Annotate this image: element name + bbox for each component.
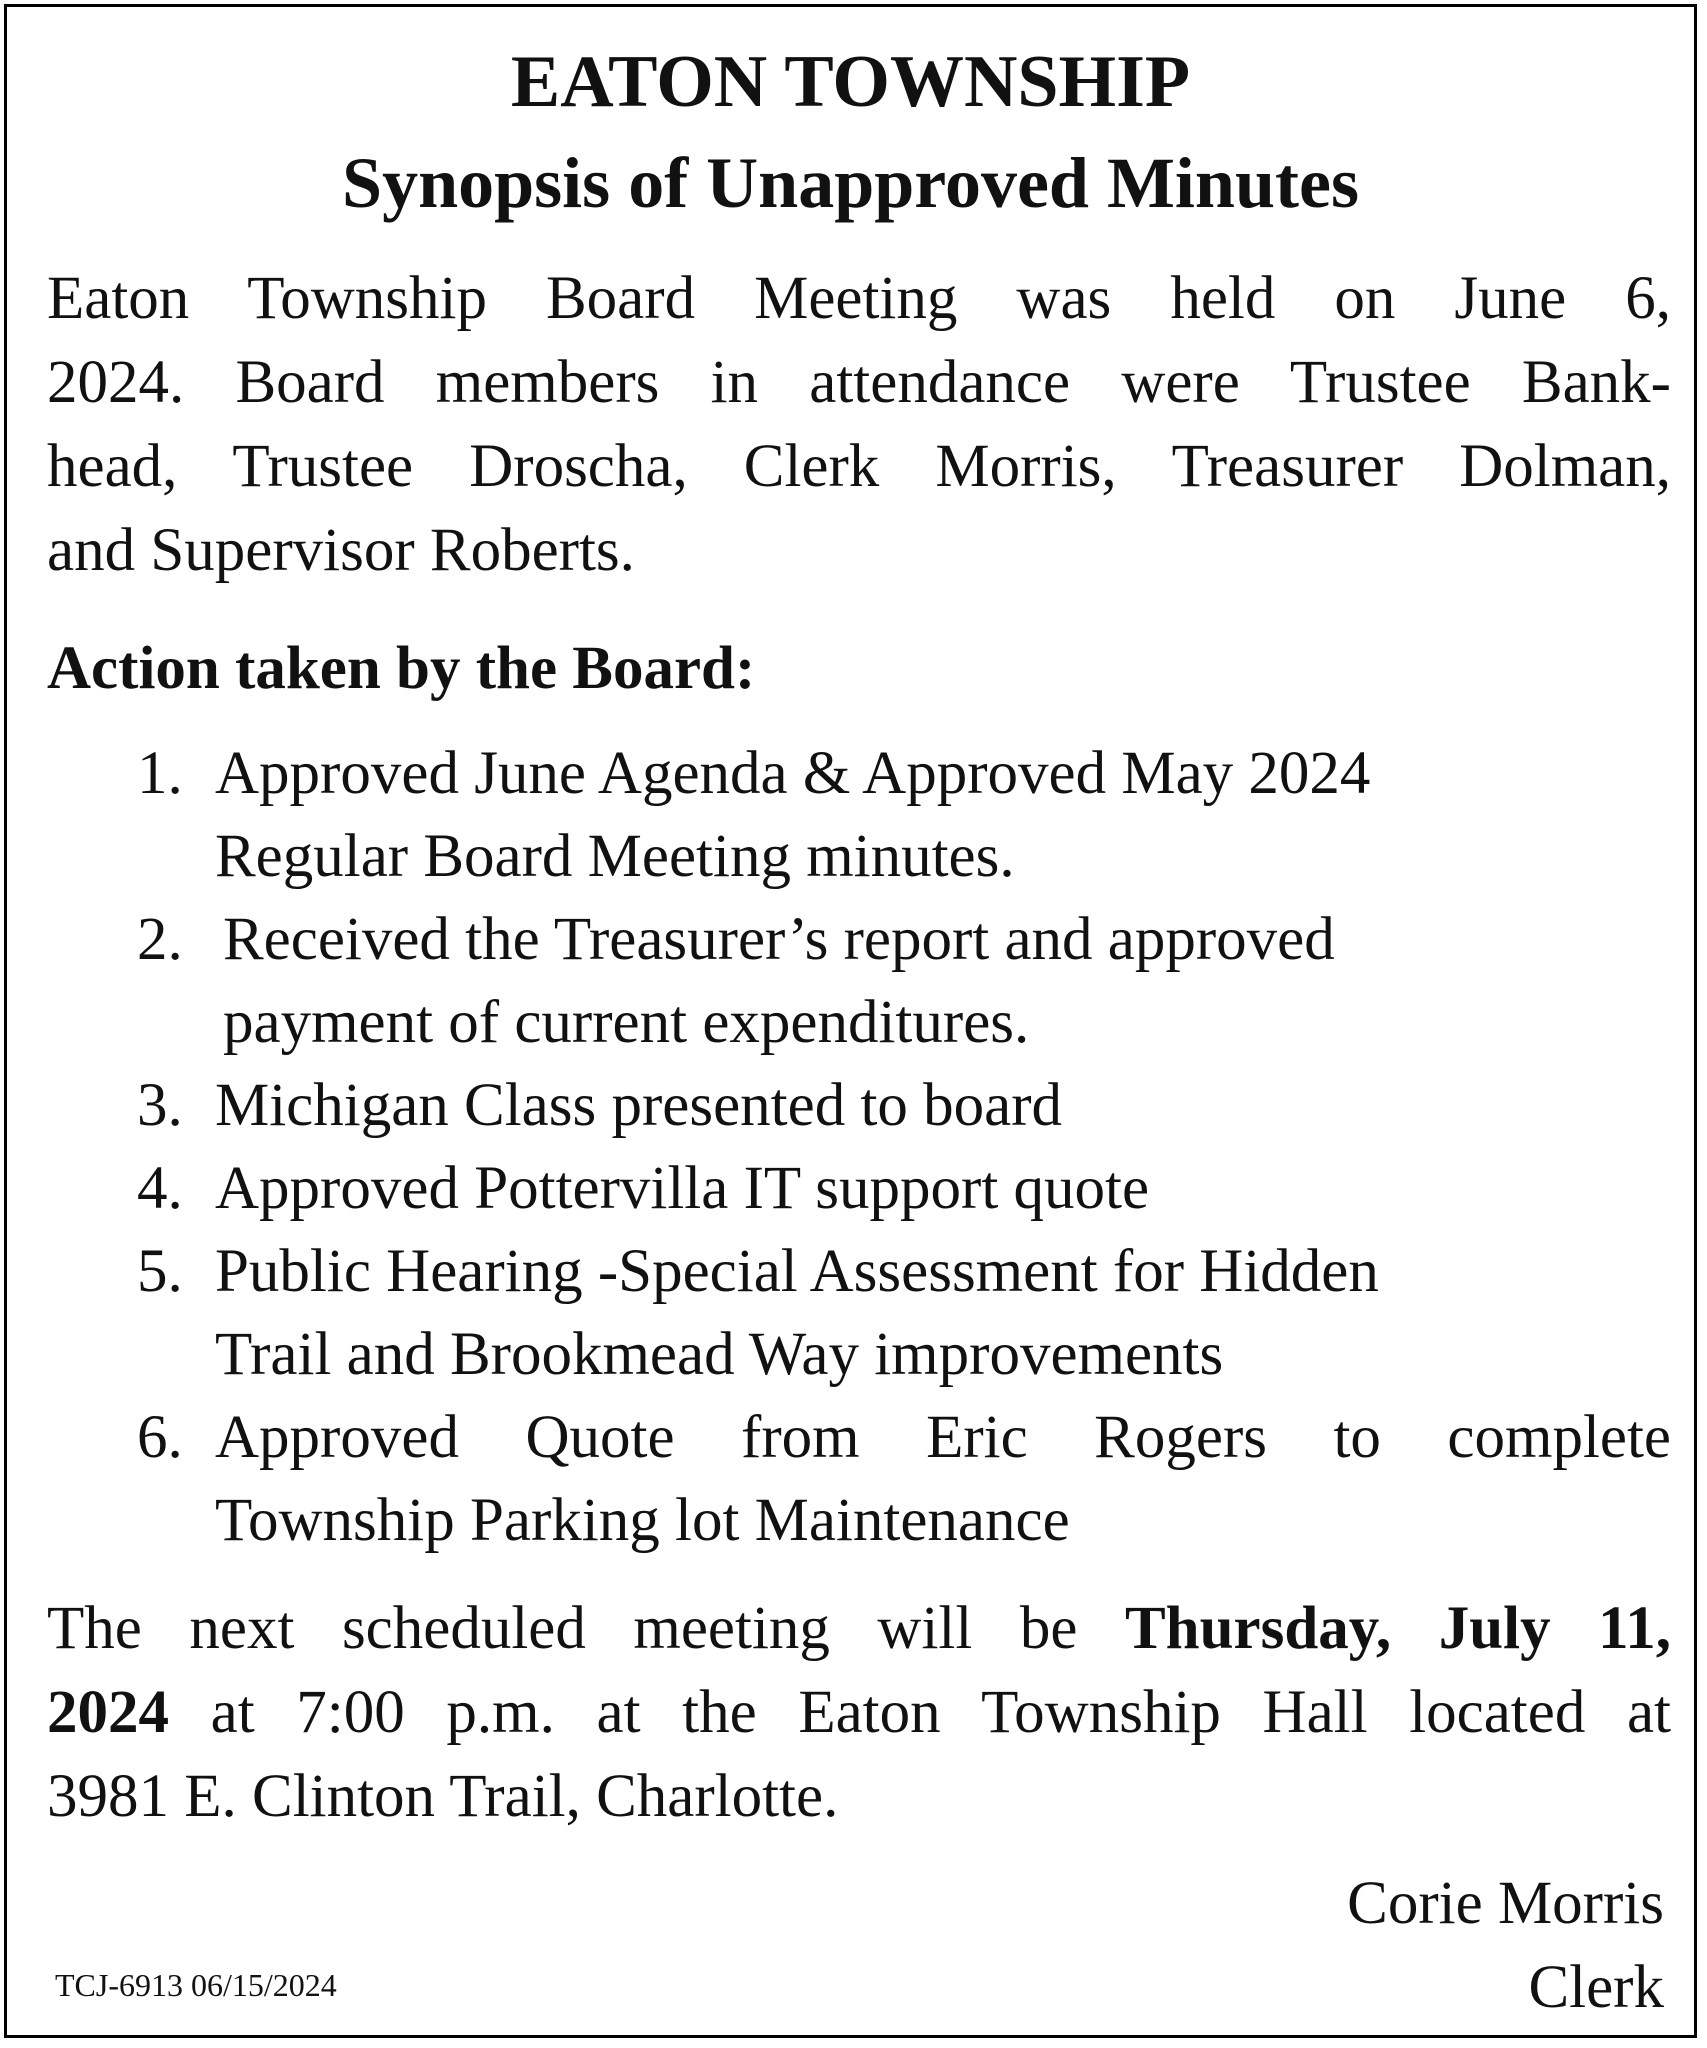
next-meeting-prefix: The next scheduled meeting will be [47,1595,1125,1662]
intro-paragraph [47,257,1671,593]
item-number: 5. [137,1238,183,1305]
notice-subtitle: Synopsis of Unapproved Minutes [342,143,1359,223]
next-meeting-line [47,1671,1671,1755]
signer-title: Clerk [1528,1954,1664,2021]
item-number: 6. [137,1404,183,1471]
next-meeting-paragraph [47,1587,1671,1839]
intro-line: and Supervisor Roberts. [47,517,635,584]
list-item [137,732,1671,898]
item-number: 2. [137,906,183,973]
intro-line: head, Trustee Droscha, Clerk Morris, Treasurer Dolman, [47,433,1671,500]
next-meeting-date: Thursday, July 11, [1125,1595,1671,1662]
list-item [137,1147,1671,1230]
next-meeting-year: 2024 [47,1679,169,1746]
item-text: Received the Treasurer’s report and approved [223,906,1335,973]
notice-title: EATON TOWNSHIP [510,41,1191,123]
actions-list [137,732,1671,1562]
next-meeting-line [47,1587,1671,1671]
intro-line: Eaton Township Board Meeting was held on June 6, [47,265,1671,332]
item-number: 1. [137,740,183,807]
item-text: Trail and Brookmead Way improvements [215,1321,1224,1388]
item-text: Approved Pottervilla IT support quote [215,1155,1150,1222]
item-text: Michigan Class presented to board [215,1072,1063,1139]
item-text: Regular Board Meeting minutes. [215,823,1015,890]
actions-heading: Action taken by the Board: [47,635,756,702]
list-item [137,1396,1671,1562]
item-text: Approved Quote from Eric Rogers to complete [215,1404,1671,1471]
next-meeting-address: 3981 E. Clinton Trail, Charlotte. [47,1763,839,1830]
next-meeting-details: at 7:00 p.m. at the Eaton Township Hall located at [169,1679,1671,1746]
item-text: Approved June Agenda & Approved May 2024 [215,740,1371,807]
item-text: payment of current expenditures. [223,989,1030,1056]
list-item [137,1230,1671,1396]
list-item [137,898,1671,1064]
reference-code: TCJ-6913 06/15/2024 [55,1967,337,2003]
list-item [137,1064,1671,1147]
item-text: Public Hearing -Special Assessment for Hidden [215,1238,1379,1305]
intro-line: 2024. Board members in attendance were Trustee Bank- [47,349,1671,416]
legal-notice [4,4,1697,2038]
signature-block [1347,1862,1664,2030]
signer-name: Corie Morris [1347,1870,1664,1937]
item-number: 3. [137,1072,183,1139]
item-number: 4. [137,1155,183,1222]
item-text: Township Parking lot Maintenance [215,1487,1070,1554]
